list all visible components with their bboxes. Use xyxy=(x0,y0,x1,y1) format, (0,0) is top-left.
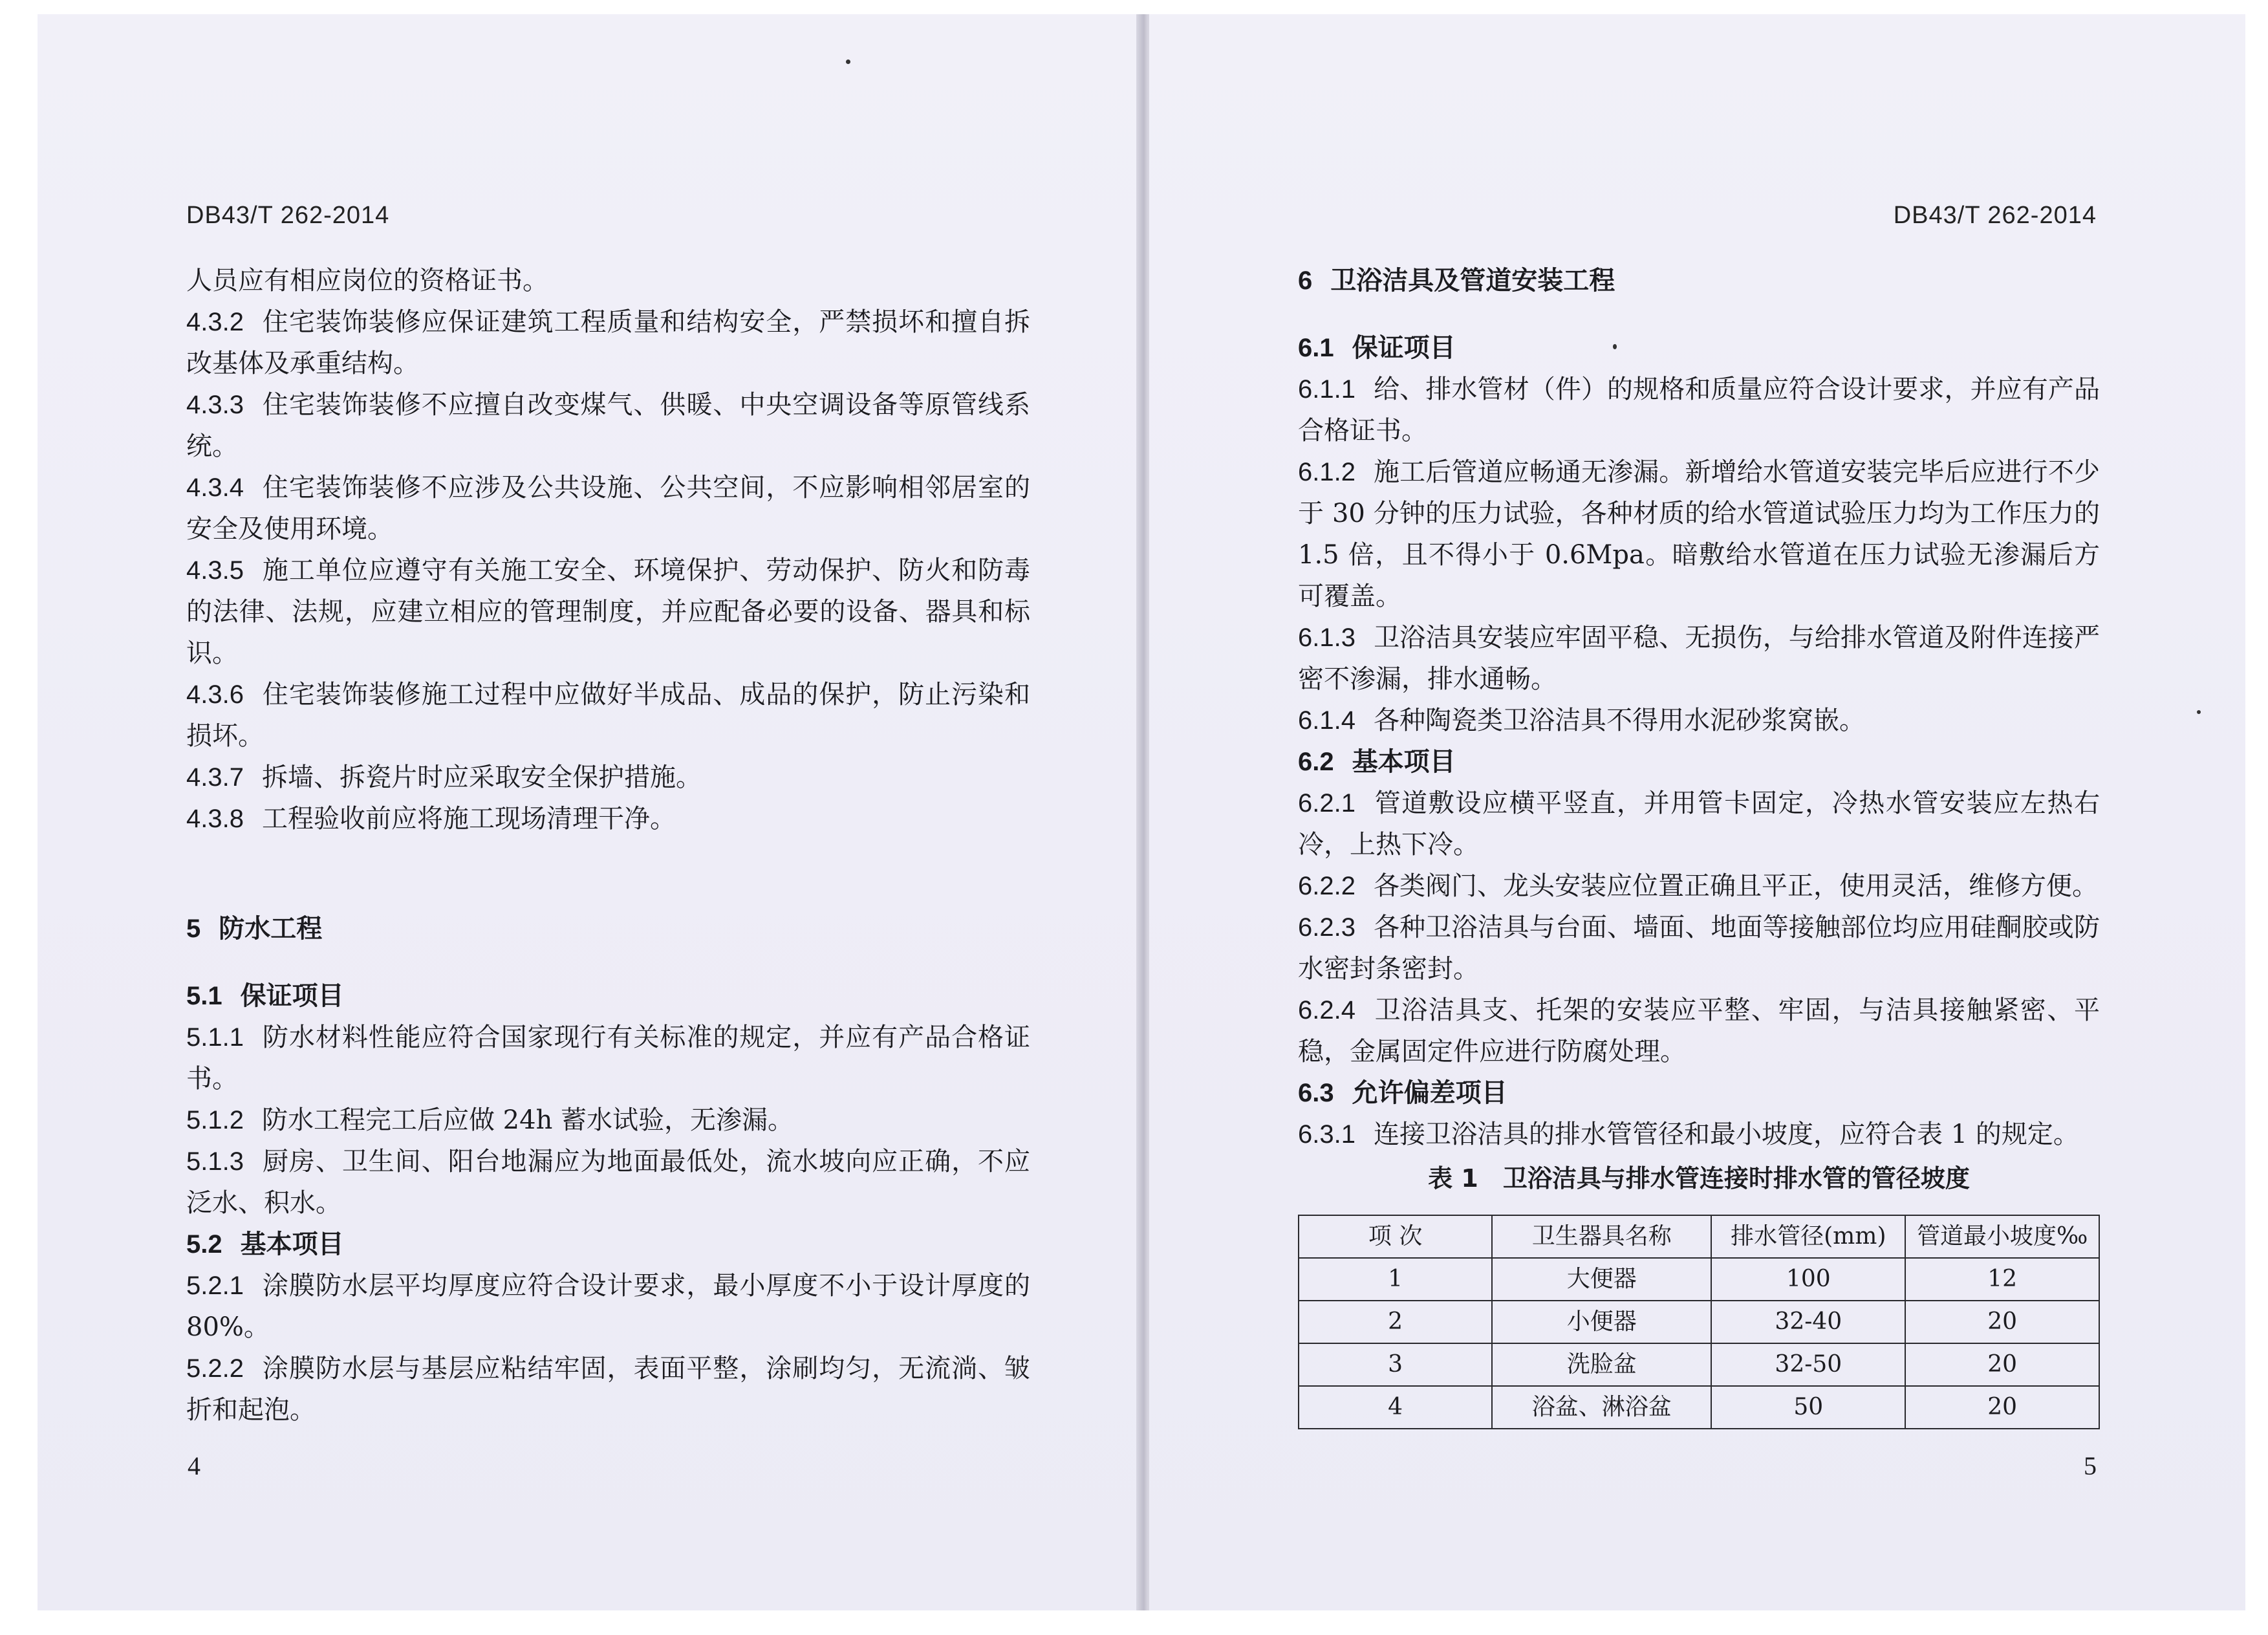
left-page-header: DB43/T 262-2014 xyxy=(186,202,390,229)
table-row xyxy=(1299,1301,2099,1343)
table-cell: 浴盆、淋浴盆 xyxy=(1492,1386,1711,1429)
clause-6-2-2: 6.2.2 各类阀门、龙头安装应位置正确且平正，使用灵活，维修方便。 xyxy=(1298,871,2098,901)
table-header-cell: 排水管径(mm) xyxy=(1711,1215,1905,1258)
clause-6-1-2: 6.1.2 施工后管道应畅通无渗漏。新增给水管道安装完毕后应进行不少于 30 分钟的压力试验，各种材质的给水管道试验压力均为工作压力的 1.5 倍，且不得小于 0.6Mpa。暗敷给水管道在压力试验无渗漏后方可覆盖。 xyxy=(1298,457,2100,611)
clause-6-2-1: 6.2.1 管道敷设应横平竖直，并用管卡固定，冷热水管安装应左热右冷，上热下冷。 xyxy=(1298,788,2100,860)
right-page xyxy=(1149,14,2245,1610)
clause-4-3-6: 4.3.6 住宅装饰装修施工过程中应做好半成品、成品的保护，防止污染和损坏。 xyxy=(186,680,1030,751)
table-cell: 12 xyxy=(1905,1258,2099,1301)
section-6-3-heading: 6.3 允许偏差项目 xyxy=(1298,1078,1507,1108)
table-cell: 20 xyxy=(1905,1343,2099,1386)
clause-4-3-3: 4.3.3 住宅装饰装修不应擅自改变煤气、供暖、中央空调设备等原管线系统。 xyxy=(186,390,1030,461)
clause-5-2-1: 5.2.1 涂膜防水层平均厚度应符合设计要求，最小厚度不小于设计厚度的 80%。 xyxy=(186,1271,1030,1342)
paragraph: 人员应有相应岗位的资格证书。 xyxy=(186,266,548,296)
table-caption: 表 1 卫浴洁具与排水管连接时排水管的管径坡度 xyxy=(1428,1164,1970,1193)
table-cell: 100 xyxy=(1711,1258,1905,1301)
table-header-cell: 管道最小坡度‰ xyxy=(1905,1215,2099,1258)
table-cell: 3 xyxy=(1299,1343,1492,1386)
left-page xyxy=(38,14,1140,1610)
clause-4-3-2: 4.3.2 住宅装饰装修应保证建筑工程质量和结构安全，严禁损坏和擅自拆改基体及承重结构。 xyxy=(186,307,1030,378)
table-row xyxy=(1299,1258,2099,1301)
clause-6-1-4: 6.1.4 各种陶瓷类卫浴洁具不得用水泥砂浆窝嵌。 xyxy=(1298,706,1865,735)
table-cell: 2 xyxy=(1299,1301,1492,1343)
section-6-2-heading: 6.2 基本项目 xyxy=(1298,747,1456,777)
scan-speck xyxy=(846,60,850,64)
table-header-row xyxy=(1299,1215,2099,1258)
scan-speck xyxy=(1613,344,1617,349)
table-cell: 20 xyxy=(1905,1301,2099,1343)
right-page-number: 5 xyxy=(2084,1451,2097,1480)
pipe-slope-table xyxy=(1298,1215,2100,1429)
left-page-number: 4 xyxy=(188,1451,200,1480)
table-row xyxy=(1299,1386,2099,1429)
right-page-content xyxy=(1298,260,2100,1429)
clause-5-2-2: 5.2.2 涂膜防水层与基层应粘结牢固，表面平整，涂刷均匀，无流淌、皱折和起泡。 xyxy=(186,1354,1030,1425)
table-cell: 20 xyxy=(1905,1386,2099,1429)
clause-5-1-3: 5.1.3 厨房、卫生间、阳台地漏应为地面最低处，流水坡向应正确，不应泛水、积水。 xyxy=(186,1147,1030,1218)
table-cell: 小便器 xyxy=(1492,1301,1711,1343)
table-cell: 32-50 xyxy=(1711,1343,1905,1386)
section-5-2-heading: 5.2 基本项目 xyxy=(186,1229,344,1259)
section-5-heading: 5 防水工程 xyxy=(186,914,323,944)
right-page-header: DB43/T 262-2014 xyxy=(1893,202,2097,229)
section-5-1-heading: 5.1 保证项目 xyxy=(186,981,344,1011)
section-6-heading: 6 卫浴洁具及管道安装工程 xyxy=(1298,266,1615,296)
scan-speck xyxy=(2197,710,2201,714)
table-row xyxy=(1299,1343,2099,1386)
clause-4-3-8: 4.3.8 工程验收前应将施工现场清理干净。 xyxy=(186,804,676,834)
clause-6-2-3: 6.2.3 各种卫浴洁具与台面、墙面、地面等接触部位均应用硅酮胶或防水密封条密封。 xyxy=(1298,913,2100,984)
table-header-cell: 项 次 xyxy=(1299,1215,1492,1258)
spacer xyxy=(186,839,1030,882)
clause-4-3-7: 4.3.7 拆墙、拆瓷片时应采取安全保护措施。 xyxy=(186,763,702,792)
table-cell: 大便器 xyxy=(1492,1258,1711,1301)
clause-6-1-1: 6.1.1 给、排水管材（件）的规格和质量应符合设计要求，并应有产品合格证书。 xyxy=(1298,374,2100,446)
table-cell: 4 xyxy=(1299,1386,1492,1429)
clause-4-3-4: 4.3.4 住宅装饰装修不应涉及公共设施、公共空间，不应影响相邻居室的安全及使用环境。 xyxy=(186,473,1030,544)
clause-6-3-1: 6.3.1 连接卫浴洁具的排水管管径和最小坡度，应符合表 1 的规定。 xyxy=(1298,1120,2079,1149)
table-cell: 50 xyxy=(1711,1386,1905,1429)
table-cell: 32-40 xyxy=(1711,1301,1905,1343)
left-page-content xyxy=(186,260,1030,1431)
table-cell: 洗脸盆 xyxy=(1492,1343,1711,1386)
table-cell: 1 xyxy=(1299,1258,1492,1301)
clause-5-1-2: 5.1.2 防水工程完工后应做 24h 蓄水试验，无渗漏。 xyxy=(186,1105,794,1135)
clause-4-3-5: 4.3.5 施工单位应遵守有关施工安全、环境保护、劳动保护、防火和防毒的法律、法规，应建立相应的管理制度，并应配备必要的设备、器具和标识。 xyxy=(186,556,1030,668)
clause-6-2-4: 6.2.4 卫浴洁具支、托架的安装应平整、牢固，与洁具接触紧密、平稳，金属固定件应进行防腐处理。 xyxy=(1298,995,2100,1067)
clause-6-1-3: 6.1.3 卫浴洁具安装应牢固平稳、无损伤，与给排水管道及附件连接严密不渗漏，排水通畅。 xyxy=(1298,623,2100,694)
clause-5-1-1: 5.1.1 防水材料性能应符合国家现行有关标准的规定，并应有产品合格证书。 xyxy=(186,1023,1030,1094)
table-header-cell: 卫生器具名称 xyxy=(1492,1215,1711,1258)
section-6-1-heading: 6.1 保证项目 xyxy=(1298,333,1456,363)
